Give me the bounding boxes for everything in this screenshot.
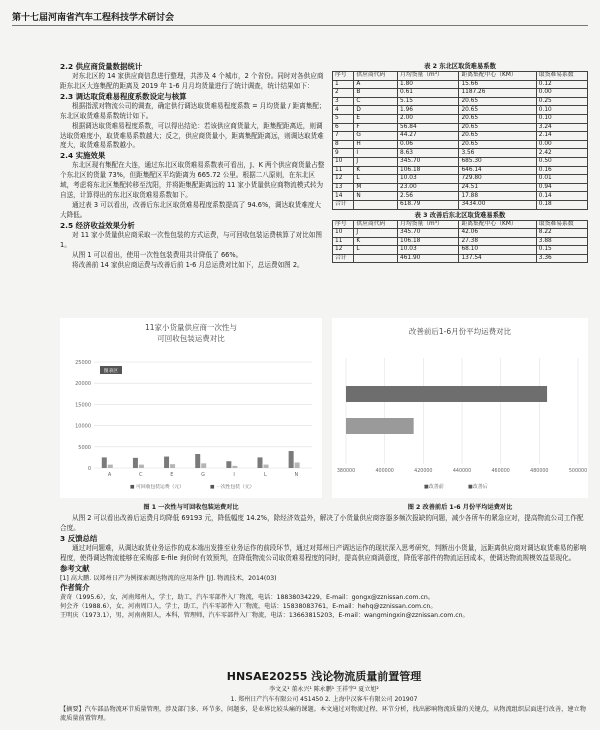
table2-cell: 1.80 xyxy=(398,80,459,89)
table2-cell: 0.25 xyxy=(536,97,587,106)
chart1-bar xyxy=(170,464,175,468)
table2-cell: 646.14 xyxy=(459,166,536,175)
table2-cell: 345.70 xyxy=(398,157,459,166)
chart2-title: 改善前后1-6月份平均运费对比 xyxy=(408,327,512,336)
after-figure-text xyxy=(60,514,588,620)
table2-cell: 10.03 xyxy=(398,175,459,184)
table3-header-cell: 距离集配中心（KM） xyxy=(459,220,536,229)
chart1-bar xyxy=(108,465,113,468)
table2-cell: 23.00 xyxy=(398,183,459,192)
table2-cell: 0.18 xyxy=(536,200,587,209)
chart1-y-tick: 10000 xyxy=(75,423,91,430)
table2-cell: 8.63 xyxy=(398,149,459,158)
author-3: 王明庆（1973.1），男，河南南阳人，本科，管理师，汽车零部件入厂物流，电话：13663815203，E-mail：wangmingxin@zznissan.com.cn。 xyxy=(60,611,469,619)
table2-cell: 106.18 xyxy=(398,166,459,175)
section-2-3-text-2: 根据调达取货难易程度系数，可以得出结论：若该供应商货量大，距集配距离近，则调达取货难度小，取货难易系数越大；反之，供应商货量小，距离集配距离远，则调达取货难度大，取货难易系数越小。 xyxy=(60,121,324,150)
chart1-legend-item: ■ 可回收包装运费（元） xyxy=(130,485,185,490)
table2-row xyxy=(333,140,588,149)
chart1-x-tick: A xyxy=(107,472,112,478)
section-2-4-text-1: 东北区现有集配在大连，通过东北区取货难易系数表可看出，J、K 两个供应商货量占整个东北区的货量 73%，但距集配区平均距离为 665.72 公里。根据二八原则，在东北区域，考虑将东北区集配转移至沈阳，并将距集配距离远的 11 家小货量供应商物流模式转为自送，计算得出的东北区取货难易系数如下。 xyxy=(60,161,325,200)
next-article-title: HNSAE20255 浅论物流质量前置管理 xyxy=(226,670,422,683)
chart1-x-tick: N xyxy=(294,472,299,478)
table2-cell: 8 xyxy=(333,140,354,149)
table2-row xyxy=(333,183,588,192)
chart2-bar xyxy=(346,418,414,434)
table3-cell: 11 xyxy=(333,237,354,246)
table2 xyxy=(332,71,588,210)
table2-caption: 表 2 东北区取货难易系数 xyxy=(424,63,496,70)
chart2-x-tick: 400000 xyxy=(375,469,394,474)
chart1-svg xyxy=(60,318,322,498)
chart2-x-tick: 460000 xyxy=(491,469,510,474)
chart1-bar xyxy=(264,465,269,468)
table2-header-row xyxy=(333,72,588,81)
table3-row xyxy=(333,229,588,238)
table3-cell: 12 xyxy=(333,246,354,255)
table2-cell: 20.65 xyxy=(459,97,536,106)
table2-cell: 0.12 xyxy=(536,80,587,89)
chart2-x-tick: 480000 xyxy=(530,469,549,474)
table2-cell: M xyxy=(354,183,398,192)
section-2-5-text-2: 从图 1 可以看出，使用一次性包装费用共计降低了 66%。 xyxy=(72,250,243,259)
table2-cell xyxy=(354,200,398,209)
table2-cell: 1187.26 xyxy=(459,89,536,98)
chart2-legend-item: ■改善后 xyxy=(468,484,488,490)
reference-1: [1] 高大鹏. 以郑州日产为例探索调达物流的应用条件 [J]. 物流技术，2014(03) xyxy=(60,574,277,582)
next-article-affiliation: 1. 郑州日产汽车有限公司 451450 2. 上海中汉客车有限公司 201907 xyxy=(230,696,418,703)
left-column xyxy=(60,62,326,270)
table2-cell: 1.96 xyxy=(398,106,459,115)
author-2: 何会齐（1988.6），女，河南周口人，学士，助工，汽车零部件入厂物流，电话：15838083761，E-mail：hehq@zznissan.com.cn。 xyxy=(60,602,437,610)
table2-row xyxy=(333,149,588,158)
table3-row xyxy=(333,254,588,263)
section-2-5-text-1: 对 11 家小货量供应商采取一次性包装的方式运费，与可回收包装运费核算了对比如图 1。 xyxy=(60,230,322,249)
chart1-bar xyxy=(258,457,263,468)
table2-cell: 20.65 xyxy=(459,140,536,149)
table3-header-row xyxy=(333,220,588,229)
chart2-bar xyxy=(346,386,547,402)
table2-cell: 3 xyxy=(333,97,354,106)
table2-cell: 15.66 xyxy=(459,80,536,89)
section-2-5-text-3: 将改善前 14 家供应商运费与改善后前 1-6 月总运费对比如下，总运费如图 2。 xyxy=(72,260,304,269)
table3-cell: 106.18 xyxy=(398,237,459,246)
table2-cell: D xyxy=(354,106,398,115)
table2-cell: G xyxy=(354,132,398,141)
chart1-x-tick: I xyxy=(233,472,235,478)
chart2-legend-item: ■改善前 xyxy=(424,484,444,490)
section-3-text: 通过对问题难，从调达取货业务运作的成本端出发推至业务运作的前段环节，通过对郑州日产调达运作的现状深入思考研究，判断出小货量，远距离供应商对调达取货难易的影响程度，使得调达物流能够在采购部 E-file 询价时有效预判，在降低物流公司取货难易程度的同时，提高供应商满意度，降低零部件的物流运回成本，使调达物流规模效益显现化。 xyxy=(60,543,587,562)
table2-cell: 1 xyxy=(333,80,354,89)
table2-row xyxy=(333,200,588,209)
table2-row xyxy=(333,89,588,98)
table2-cell: 20.65 xyxy=(459,114,536,123)
table2-cell: E xyxy=(354,114,398,123)
chart1-x-tick: C xyxy=(138,472,143,478)
figure2-caption: 图 2 改善前后 1-6 月份平均运费对比 xyxy=(407,504,513,511)
table3-row xyxy=(333,246,588,255)
table2-cell: 0.10 xyxy=(536,114,587,123)
table3-cell: 461.90 xyxy=(398,254,459,263)
table2-cell: 56.84 xyxy=(398,123,459,132)
table2-cell: 2.14 xyxy=(536,132,587,141)
chart1-bar xyxy=(195,454,200,468)
figure1-caption: 图 1 一次性与可回收包装运费对比 xyxy=(143,504,239,511)
table3-header-cell: 取货难易系数 xyxy=(536,220,587,229)
table3-cell: 3.36 xyxy=(536,254,587,263)
table3 xyxy=(332,220,588,264)
chart1-bar xyxy=(295,462,300,468)
table2-cell: 0.00 xyxy=(536,140,587,149)
table2-cell: I xyxy=(354,149,398,158)
table2-cell: 12 xyxy=(333,175,354,184)
chart1-y-tick: 0 xyxy=(87,466,91,472)
table3-cell: 合计 xyxy=(333,254,354,263)
table3-header-cell: 月均货量（m³） xyxy=(398,220,459,229)
table3-cell: 42.06 xyxy=(459,229,536,238)
table2-cell: 9 xyxy=(333,149,354,158)
table2-cell: 44.27 xyxy=(398,132,459,141)
table3-cell xyxy=(354,254,398,263)
table2-cell: 0.14 xyxy=(536,192,587,201)
table3-header-cell: 供应商代码 xyxy=(354,220,398,229)
table2-cell: 20.65 xyxy=(459,132,536,141)
author-1: 黄奇（1995.6），女，河南郑州人，学士，助工，汽车零部件入厂物流，电话：18838034229，E-mail：gongx@zznissan.com.cn。 xyxy=(60,593,434,601)
chart1-y-tick: 20000 xyxy=(75,381,91,388)
references-title: 参考文献 xyxy=(60,563,90,573)
table2-cell: 4 xyxy=(333,106,354,115)
chart1-bar xyxy=(133,458,138,468)
table2-row xyxy=(333,106,588,115)
table2-cell: 20.65 xyxy=(459,106,536,115)
table2-cell: 0.00 xyxy=(536,89,587,98)
table2-header-cell: 距离集配中心（KM） xyxy=(459,72,536,81)
table2-row xyxy=(333,166,588,175)
after-figure-paragraph: 从图 2 可以看出改善后运费月均降低 69193 元，降低幅度 14.2%，除经济效益外，解决了小货量供应商容器多频次报缺的问题，减少各所车的紧急应对，提高物流公司工作配合度。 xyxy=(60,514,584,532)
running-header: 第十七届河南省汽车工程科技学术研讨会 xyxy=(12,10,588,26)
table2-cell: 14 xyxy=(333,192,354,201)
table2-cell: K xyxy=(354,166,398,175)
authors-title: 作者简介 xyxy=(60,582,90,592)
table2-row xyxy=(333,157,588,166)
table3-cell: L xyxy=(354,246,398,255)
table3-cell: 0.15 xyxy=(536,246,587,255)
table2-cell: 2.42 xyxy=(536,149,587,158)
table2-cell: 0.06 xyxy=(398,140,459,149)
section-2-4-title: 2.4 实施效果 xyxy=(60,151,106,161)
table3-cell: K xyxy=(354,237,398,246)
table2-row xyxy=(333,80,588,89)
chart1-x-tick: L xyxy=(263,472,267,478)
table3-cell: 10 xyxy=(333,229,354,238)
table2-cell: 3.24 xyxy=(536,123,587,132)
chart1-legend-item: ■ 一次性包装（元） xyxy=(210,485,255,490)
table3-cell: 137.54 xyxy=(459,254,536,263)
section-2-3-text-1: 根据指派对物流公司的调查，确定供行调达取货难易程度系数 = 月均货量 / 距离集配；东北区取货难易系数统计如下。 xyxy=(60,101,326,120)
table2-cell: 729.80 xyxy=(459,175,536,184)
table2-cell: 7 xyxy=(333,132,354,141)
table2-cell: 2.56 xyxy=(398,192,459,201)
table2-cell: L xyxy=(354,175,398,184)
chart2-x-tick: 440000 xyxy=(452,469,472,474)
chart1-bar xyxy=(226,461,231,468)
table2-cell: 0.61 xyxy=(398,89,459,98)
table2-cell: J xyxy=(354,157,398,166)
next-article-authors: 李文义¹ 董永兴¹ 陈永鹏¹ 王祥宇² 夏立旭² xyxy=(269,686,379,693)
chart1-title-line2: 可回收包装运费对比 xyxy=(157,334,225,343)
chart1-y-tick: 15000 xyxy=(75,402,91,409)
table2-row xyxy=(333,192,588,201)
chart1-y-tick: 5000 xyxy=(78,444,91,451)
chart1-y-tick: 25000 xyxy=(75,360,91,366)
table2-header-cell: 供应商代码 xyxy=(354,72,398,81)
table2-row xyxy=(333,97,588,106)
right-column xyxy=(332,62,588,263)
table2-cell: N xyxy=(354,192,398,201)
table3-cell: 3.88 xyxy=(536,237,587,246)
section-2-2-text: 对东北区的 14 家供应商信息进行整理，共涉及 4 个城市，2 个省份。同时对各供应商距东北区大连集配的距离及 2019 年 1-6 月月均货量进行了统计调查，统计结果如下： xyxy=(60,72,324,90)
table2-cell: 0.10 xyxy=(536,106,587,115)
table2-cell: 13 xyxy=(333,183,354,192)
table2-cell: 10 xyxy=(333,157,354,166)
table3-cell: 10.03 xyxy=(398,246,459,255)
table2-row xyxy=(333,114,588,123)
table3-caption: 表 3 改善后东北区取货难易系数 xyxy=(414,211,506,219)
table3-cell: 8.22 xyxy=(536,229,587,238)
table2-cell: 合计 xyxy=(333,200,354,209)
table2-cell: 3.56 xyxy=(459,149,536,158)
table2-cell: B xyxy=(354,89,398,98)
chart1-x-tick: G xyxy=(201,472,205,478)
table2-cell: 618.79 xyxy=(398,200,459,209)
table3-header-cell: 序号 xyxy=(333,220,354,229)
chart1-bar xyxy=(164,457,169,468)
table3-cell: 27.38 xyxy=(459,237,536,246)
chart1-bar xyxy=(232,466,237,468)
table3-cell: J xyxy=(354,229,398,238)
table2-row xyxy=(333,175,588,184)
chart1-title-line1: 11家小货量供应商一次性与 xyxy=(144,323,238,332)
table2-cell: 5.15 xyxy=(398,97,459,106)
chart2-x-tick: 420000 xyxy=(414,469,433,474)
table3-row xyxy=(333,237,588,246)
section-3-title: 3 反馈总结 xyxy=(60,533,98,543)
table2-cell: 2 xyxy=(333,89,354,98)
table2-cell: 0.50 xyxy=(536,157,587,166)
table2-cell: 11 xyxy=(333,166,354,175)
chart2-x-tick: 380000 xyxy=(336,469,356,474)
table2-cell: 0.16 xyxy=(536,166,587,175)
table2-cell: 0.01 xyxy=(536,175,587,184)
table2-cell: 6 xyxy=(333,123,354,132)
chart1-bar xyxy=(289,451,294,468)
table2-header-cell: 月均货量（m³） xyxy=(398,72,459,81)
figure1-chart xyxy=(60,318,322,498)
table2-cell: 24.51 xyxy=(459,183,536,192)
table3-cell: 345.70 xyxy=(398,229,459,238)
chart1-bar xyxy=(201,463,206,468)
table2-cell: 5 xyxy=(333,114,354,123)
table2-header-cell: 序号 xyxy=(333,72,354,81)
table2-cell: 0.94 xyxy=(536,183,587,192)
section-2-2-title: 2.2 供应商货量数据统计 xyxy=(60,62,143,71)
table2-cell: C xyxy=(354,97,398,106)
table3-cell: 68.10 xyxy=(459,246,536,255)
section-2-3-title: 2.3 调达取货难易程度系数设定与核算 xyxy=(60,91,187,101)
table2-cell: 3434.00 xyxy=(459,200,536,209)
section-2-5-title: 2.5 经济收益效果分析 xyxy=(60,220,135,230)
table2-cell: 17.88 xyxy=(459,192,536,201)
table2-cell: 20.65 xyxy=(459,123,536,132)
chart2-x-tick: 500000 xyxy=(568,469,588,474)
table2-row xyxy=(333,132,588,141)
table2-cell: F xyxy=(354,123,398,132)
table2-cell: H xyxy=(354,140,398,149)
chart1-bar xyxy=(139,465,144,468)
section-2-4-text-2: 通过表 3 可以看出，改善后东北区取货难易程度系数提高了 94.6%，调达取货难度大大降低。 xyxy=(60,200,322,219)
next-article-abstract: 【摘要】汽车部品物流环节质量管理，涉及部门多、环节多，问题多，是业界比较头痛的课题。本文通过对物流过程、环节分析，找出影响物流质量的关键点，从物流组织层面进行改善，建立物流质量前置管理。 xyxy=(60,706,586,722)
chart2-svg xyxy=(332,318,588,498)
table2-row xyxy=(333,123,588,132)
table2-cell: A xyxy=(354,80,398,89)
chart1-bar xyxy=(102,457,107,468)
figure2-chart xyxy=(332,318,588,498)
chart1-x-tick: E xyxy=(170,472,174,478)
table2-cell: 685.30 xyxy=(459,157,536,166)
table2-header-cell: 取货难易系数 xyxy=(536,72,587,81)
table2-cell: 2.00 xyxy=(398,114,459,123)
chart1-annotation: 图表区 xyxy=(103,369,119,374)
